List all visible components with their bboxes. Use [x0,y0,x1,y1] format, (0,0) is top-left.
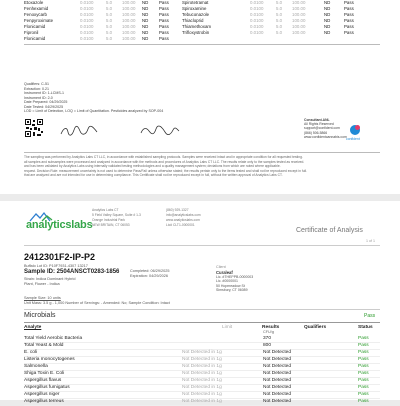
pesticide-cell: 100.00 [122,6,136,11]
microbial-result: Not Detected [263,357,291,362]
microbial-row [24,349,380,356]
page-title: Certificate of Analysis [296,227,363,234]
pesticide-cell: ND [324,6,331,11]
microbial-row [24,370,380,377]
pesticide-cell: 5.0 [106,6,113,11]
microbial-result: Not Detected [263,399,291,404]
col-limit: Limit [222,325,233,330]
pesticide-cell: Pass [159,0,169,5]
contact-line: www.confidentcannabis.com [304,134,347,139]
microbial-row [24,356,380,363]
pesticide-cell: 5.0 [106,24,113,29]
pesticide-cell: Pass [159,12,169,17]
col-qualifiers: Qualifiers [304,325,327,330]
pesticide-cell: Spiroxamine [182,6,207,11]
pesticide-cell: 5.0 [106,30,113,35]
microbial-status: Pass [358,350,369,355]
qualifier-note-line: Instrument ID: 2-0 [24,95,53,100]
client-label: Client [216,265,226,269]
lab-address-line: Analytics Labs CT [92,208,119,212]
pesticide-cell: 0.0100 [80,30,94,35]
microbial-row [24,342,380,349]
pesticide-cell: ND [142,24,149,29]
pesticide-cell: ND [324,24,331,29]
legal-footer-line: request. Decision Rule: measurement uncertainty is not used to determine Pass/Fail unless otherwise stated; the results pertain only to the items tested and shall not be reproduced except in full. [24,168,307,173]
client-name: Curaleaf [216,270,233,275]
qualifier-note-line: Extraction: 0.21 [24,86,49,91]
pesticide-cell: 5.0 [106,18,113,23]
microbial-result: Not Detected [263,371,291,376]
pesticide-cell: Thiamethoxam [182,24,212,29]
pesticide-cell: 0.0100 [80,24,94,29]
legal-footer-line: and has been validated by Analytics Labs using internally validated testing methodologies and a quality management system; deviations from which are noted where applicable. [24,164,281,169]
pesticide-cell: 5.0 [276,12,283,17]
pesticide-cell: 100.00 [122,24,136,29]
pesticide-cell: Thiacloprid [182,18,204,23]
microbial-limit: Not Detected in 1g [182,399,222,404]
microbial-status: Pass [358,378,369,383]
lab-address-line: NEW BRITAIN, CT 06053 [92,223,130,227]
pesticide-cell: 0.0100 [250,0,264,5]
microbial-analyte: Shiga Toxin E. Coli [24,371,65,376]
pesticide-cell: ND [142,12,149,17]
contact-line: (866) 506-5866 [304,130,328,135]
sample-type: Plant, Flower - Indica [24,282,60,286]
results-units: CFU/g [263,330,274,334]
legal-footer-line: that are analyzed and are not intended for use in determining compliance. This Certificate shall not be reproduced except in full, without the written approval of Analytics Labs CT. [24,173,283,178]
pesticide-cell: 0.0100 [80,6,94,11]
pesticide-cell: Pass [344,6,354,11]
completed-date: Completed: 06/29/2025 [130,269,170,273]
pesticide-cell: 100.00 [292,6,306,11]
pesticide-cell: Spirotetramat [182,0,209,5]
coa-page-current [0,201,400,404]
pesticide-cell: Pass [159,6,169,11]
client-address-line: Lic. #THEPPB-0000003 [216,275,254,279]
coa-page-previous [0,0,400,194]
pesticide-cell: 100.00 [292,30,306,35]
qualifier-note-line: Instrument ID: 1-LCMS-1 [24,91,64,95]
client-address-line: Lic. #0000001 [216,279,238,284]
contact-line: All Rights Reserved [304,122,334,127]
microbial-row [24,398,380,405]
lab-address-line: Orange Industrial Park [92,218,125,222]
microbial-limit: Not Detected in 1g [182,385,222,390]
pesticide-cell: 100.00 [292,12,306,17]
microbial-result: Not Detected [263,350,291,355]
qualifier-note-line: Date Tested: 04/29/2025 [24,104,64,109]
pesticide-cell: 5.0 [276,24,283,29]
pesticide-cell: 100.00 [122,30,136,35]
microbial-limit: Not Detected in 1g [182,371,222,376]
legal-footer-line: The sampling was performed by Analytics Labs CT LLC, in accordance with established sampling protocols. Samples were received intact and in appropriate condition for all requested testing. [24,155,303,159]
pesticide-cell: 5.0 [276,30,283,35]
microbial-limit: Not Detected in 1g [182,357,222,362]
pesticide-cell: Pass [344,24,354,29]
pesticide-cell: 5.0 [276,18,283,23]
microbial-row [24,335,380,342]
microbial-analyte: Salmonella [24,364,48,369]
pesticide-cell: ND [142,18,149,23]
microbials-status: Pass [364,313,376,319]
pesticide-cell: 100.00 [122,0,136,5]
pesticide-cell: Fenpyroximate [24,18,54,23]
microbial-status: Pass [358,364,369,369]
pesticide-cell: 0.0100 [80,36,94,41]
signature-2-icon [140,124,180,142]
microbial-result: Not Detected [263,385,291,390]
client-address-line: Simsbury, CT 06089 [216,288,248,293]
pesticide-cell: 0.0100 [250,30,264,35]
pesticide-cell: Trifloxystrobin [182,30,210,35]
pesticide-cell: 0.0100 [80,18,94,23]
microbial-analyte: Total Yield Aerobic Bacteria [24,336,83,341]
microbial-row [24,377,380,384]
microbials-heading: Microbials [24,312,56,319]
sample-id: Sample ID: 2504ANSCT0283-1856 [24,269,120,275]
microbial-analyte: Aspergillus flavus [24,378,62,383]
microbial-analyte: Listeria monocytogenes [24,357,75,362]
pesticide-cell: Flonicamid [24,36,46,41]
pesticide-cell: ND [324,30,331,35]
microbial-limit: Not Detected in 1g [182,364,222,369]
pesticide-cell: 5.0 [276,6,283,11]
col-analyte: Analyte [24,325,42,330]
microbial-status: Pass [358,343,369,348]
pesticide-cell: Pass [159,18,169,23]
pesticide-cell: Fipronil [24,30,39,35]
microbial-status: Pass [358,399,369,404]
microbial-row [24,363,380,370]
pesticide-cell: ND [324,0,331,5]
lab-address [92,208,141,228]
signature-1-icon [60,124,98,142]
sample-strain: Strain: Indica Dominant Hybrid [24,277,76,281]
pesticide-cell: ND [142,0,149,5]
microbial-status: Pass [358,357,369,362]
pesticide-cell: 100.00 [122,36,136,41]
pesticide-cell: Pass [344,12,354,17]
expiration-date: Expiration: 04/29/2026 [130,274,168,278]
contact-block [304,118,347,139]
microbial-limit: Not Detected in 1g [182,350,222,355]
pesticide-cell: Pass [344,30,354,35]
microbial-limit: Not Detected in 1g [182,392,222,397]
microbial-status: Pass [358,371,369,376]
pesticide-cell: 5.0 [276,0,283,5]
pesticide-cell: 0.0100 [80,12,94,17]
sample-size: Sample Size: 10 units [24,296,61,300]
microbial-result: Not Detected [263,378,291,383]
pesticide-cell: 100.00 [122,18,136,23]
pesticide-cell: Etoxazole [24,0,44,5]
microbial-result: 370 [263,336,272,341]
pesticide-cell: 0.0100 [250,12,264,17]
pesticide-cell: 0.0100 [80,0,94,5]
lab-contact [166,208,201,228]
pesticide-cell: Fenoxycarb [24,12,47,17]
pesticide-cell: Pass [159,30,169,35]
pesticide-cell: Flonicamid [24,24,46,29]
serving-info: Unit Mass: 3.5 g - 1,000 Number of Servings: - Amended: No; Sample Condition: Intact [24,301,170,305]
lab-contact-line: info@analyticslabs.com [166,213,201,217]
qr-code-icon [24,118,44,138]
microbial-result: 800 [263,343,272,348]
pesticide-cell: Pass [344,18,354,23]
pesticide-cell: Pass [344,0,354,5]
microbial-analyte: Aspergillus niger [24,392,60,397]
pesticide-cell: ND [324,12,331,17]
client-address-line: 50 Hopmeadow St [216,283,245,288]
contact-line: support@confident.com [304,126,340,131]
pesticide-cell: ND [142,6,149,11]
microbial-result: Not Detected [263,392,291,397]
pesticide-cell: 5.0 [106,12,113,17]
col-status: Status [358,325,373,330]
pesticide-cell: 5.0 [106,36,113,41]
logo-text: analyticslabs [26,219,93,231]
lab-address-line: 5 Field Valley Square, Suite # 1-3 [92,213,141,217]
qualifier-note-line: LOD = Limit of Detection, LOQ = Limit of Quantitation. Pesticides analyzed by SOP-004 [24,109,164,113]
pesticide-cell: ND [324,18,331,23]
qualifier-note-line: Date Prepared: 04/29/2025 [24,100,68,104]
contact-line: Consultant.ANL [304,118,330,122]
lab-contact-line: (860) 929-1327 [166,208,189,212]
page-number: 1 of 1 [366,239,375,243]
qualifier-note-line: Qualifiers: C-51 [24,82,49,86]
client-address [216,275,253,293]
pesticide-row [24,36,384,42]
microbial-limit: Not Detected in 1g [182,378,222,383]
microbial-status: Pass [358,385,369,390]
pesticide-cell: 100.00 [122,12,136,17]
lot-id: Buffalo Lot ID: P10F7931-4307 13217 [24,264,88,268]
pesticide-cell: 5.0 [106,0,113,5]
microbial-analyte: Aspergillus fumigatus [24,385,70,390]
pesticide-cell: 100.00 [292,18,306,23]
microbial-analyte: Total Yeast & Mold [24,343,64,348]
pesticide-cell: Pass [159,36,169,41]
sample-title: 2412301F2-IP-P2 [24,252,96,262]
pesticide-cell: 100.00 [292,0,306,5]
pesticide-cell: Fenhexamid [24,6,49,11]
confident-logo-icon [350,125,360,135]
pesticide-cell: Pass [159,24,169,29]
col-results: Results [262,325,280,330]
pesticide-cell: ND [142,36,149,41]
pesticide-cell: 100.00 [292,24,306,29]
microbial-status: Pass [358,392,369,397]
legal-footer-line: all samples and subsamples were processed and analyzed in accordance with the methods and procedures of Analytics Labs CT LLC. The results relate only to the samples tested as received. [24,159,305,164]
microbial-row [24,384,380,391]
microbial-result: Not Detected [263,364,291,369]
microbial-analyte: Aspergillus terreus [24,399,64,404]
pesticide-cell: 0.0100 [250,6,264,11]
confident-logo-label: confident [346,137,360,141]
microbial-analyte: E. coli [24,350,38,355]
lab-contact-line: www.analyticslabs.com [166,218,200,222]
lab-contact-line: Lic# CLT1-0000001 [166,223,195,227]
pesticide-cell: 0.0100 [250,18,264,23]
pesticide-cell: ND [142,30,149,35]
pesticide-cell: 0.0100 [250,24,264,29]
microbial-status: Pass [358,336,369,341]
pesticide-cell: Tebuconazole [182,12,210,17]
microbial-row [24,391,380,398]
